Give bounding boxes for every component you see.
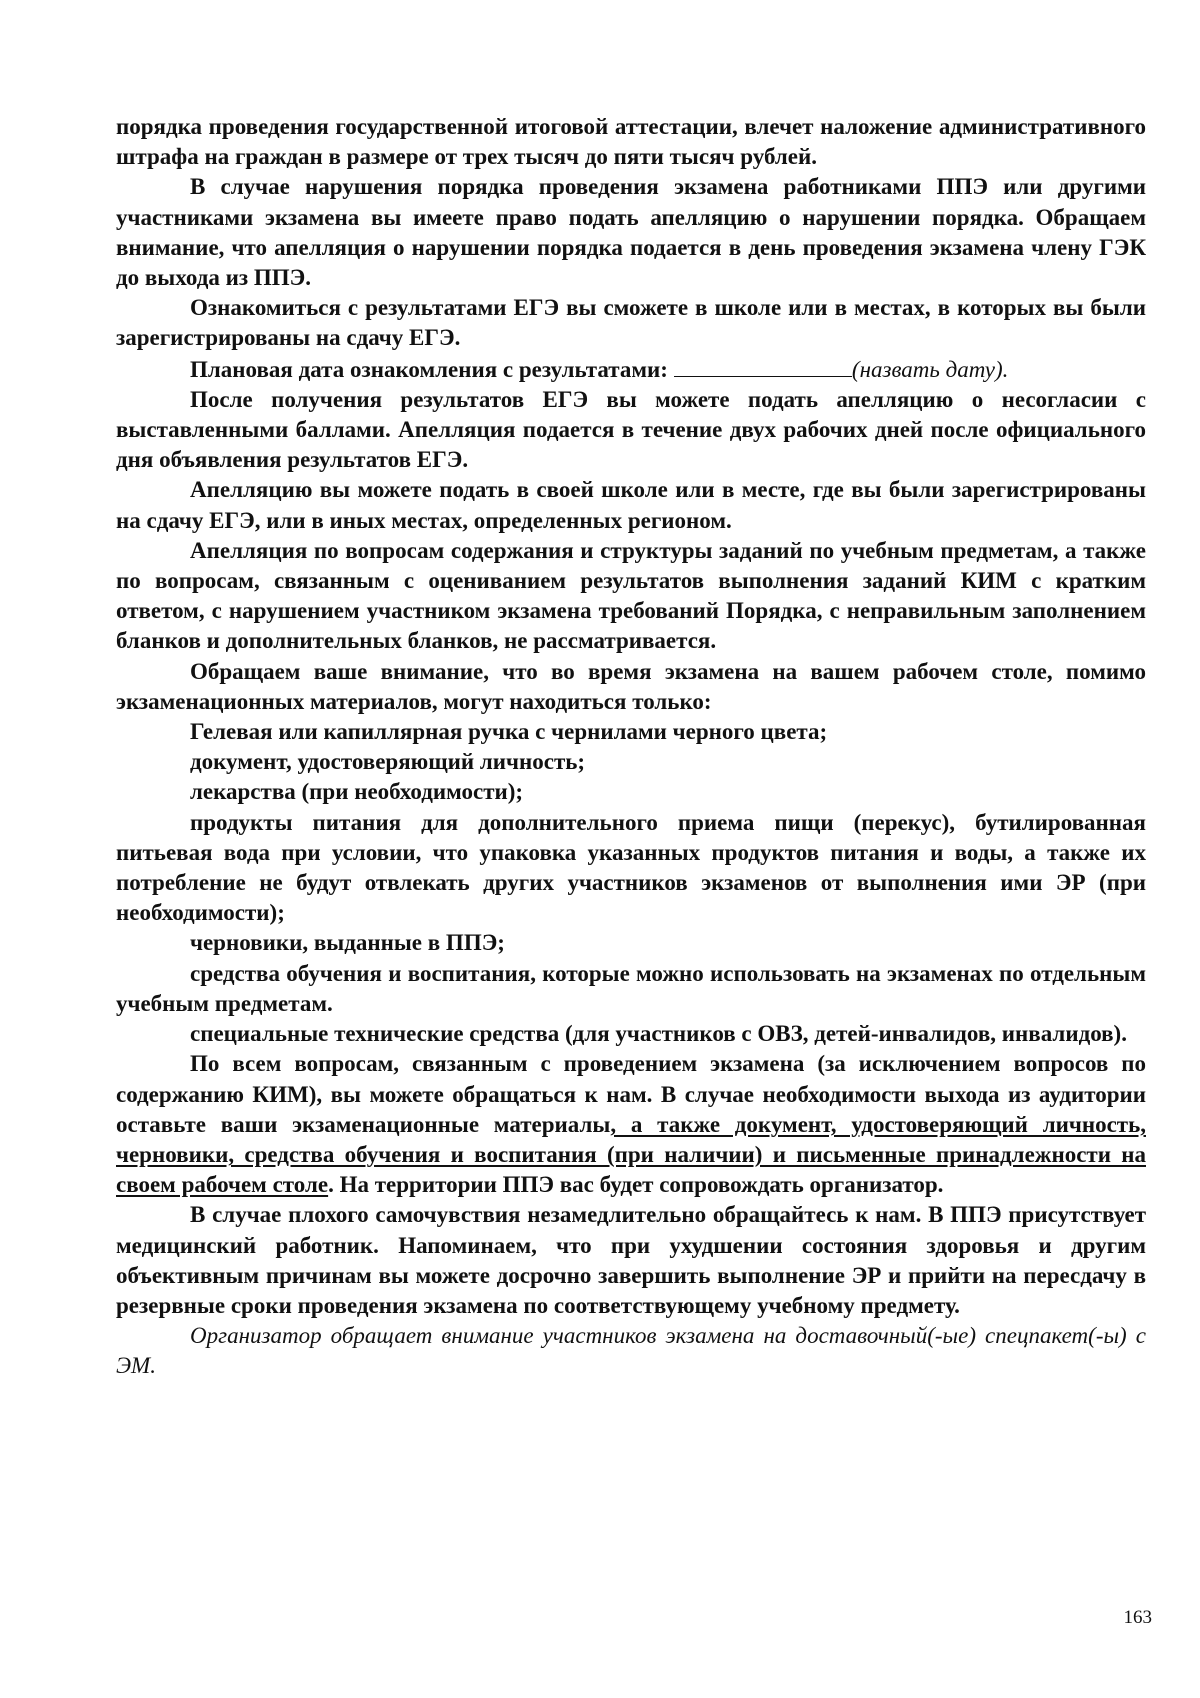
paragraph-organizer-note: Организатор обращает внимание участников экзамена на доставочный(-ые) спецпакет(-ы) с ЭМ. [116,1323,1146,1379]
paragraph-appeal-violation: В случае нарушения порядка проведения экзамена работниками ППЭ или другими участниками экзамена вы имеете право подать апелляцию о нарушении порядка. Обращаем внимание, что апелляция о нарушении порядка подается в день проведения экзамена члену ГЭК до выхода из ППЭ. [116,174,1146,291]
planned-date-blank [674,354,852,377]
paragraph-results-location: Ознакомиться с результатами ЕГЭ вы сможете в школе или в местах, в которых вы были зарегистрированы на сдачу ЕГЭ. [116,295,1146,351]
leaving-room-end: . На территории ППЭ вас будет сопровождать организатор. [328,1172,944,1198]
list-item-study-aids: средства обучения и воспитания, которые можно использовать на экзаменах по отдельным учебным предметам. [116,960,1146,1016]
list-item-id-document: документ, удостоверяющий личность; [190,749,586,775]
paragraph-appeal-not-considered: Апелляция по вопросам содержания и структуры заданий по учебным предметам, а также по вопросам, связанным с оцениванием результатов выполнения заданий КИМ с кратким ответом, с нарушением участником экзамена требований Порядка, с неправильным заполнением бланков и дополнительных бланков, не рассматривается. [116,537,1146,654]
page-number: 163 [1123,1607,1152,1628]
planned-date-label: Плановая дата ознакомления с результатами: [190,356,668,382]
paragraph-health: В случае плохого самочувствия незамедлительно обращайтесь к нам. В ППЭ присутствует медицинский работник. Напоминаем, что при ухудшении состояния здоровья и другим объективным причинам вы можете досрочно завершить выполнение ЭР и прийти на пересдачу в резервные сроки проведения экзамена по соответствующему учебному предмету. [116,1202,1146,1318]
list-item-technical-aids: специальные технические средства (для участников с ОВЗ, детей-инвалидов, инвалидов). [190,1021,1127,1047]
document-body [116,112,1146,1382]
list-item-food-water: продукты питания для дополнительного приема пищи (перекус), бутилированная питьевая вода при условии, что упаковка указанных продуктов питания и воды, а также их потребление не будут отвлекать других участников экзаменов от выполнения ими ЭР (при необходимости); [116,809,1146,926]
paragraph-leaving-room [116,1049,1146,1200]
list-item-pen: Гелевая или капиллярная ручка с чернилами черного цвета; [190,719,828,745]
planned-date-hint: (назвать дату). [851,356,1009,382]
leaving-room-text: По всем вопросам, связанным с проведением экзамена (за исключением вопросов по содержанию КИМ), вы можете обращаться к нам. В случае необходимости выхода из аудитории оставьте ваши экзаменационные материалы [116,1051,1146,1137]
paragraph-fine-continuation: порядка проведения государственной итоговой аттестации, влечет наложение административного штрафа на граждан в размере от трех тысяч до пяти тысяч рублей. [116,114,1146,170]
paragraph-allowed-items-intro: Обращаем ваше внимание, что во время экзамена на вашем рабочем столе, помимо экзаменационных материалов, могут находиться только: [116,658,1146,714]
list-item-medicine: лекарства (при необходимости); [190,779,524,805]
leaving-room-underlined: , а также документ, удостоверяющий личность, черновики, средства обучения и воспитания (при наличии) и письменные принадлежности на своем рабочем столе [116,1111,1146,1198]
paragraph-appeal-place: Апелляцию вы можете подать в своей школе или в месте, где вы были зарегистрированы на сдачу ЕГЭ, или в иных местах, определенных регионом. [116,477,1146,533]
paragraph-appeal-scores: После получения результатов ЕГЭ вы можете подать апелляцию о несогласии с выставленными баллами. Апелляция подается в течение двух рабочих дней после официального дня объявления результатов ЕГЭ. [116,386,1146,473]
paragraph-planned-date [116,354,1146,385]
list-item-drafts: черновики, выданные в ППЭ; [190,930,505,956]
